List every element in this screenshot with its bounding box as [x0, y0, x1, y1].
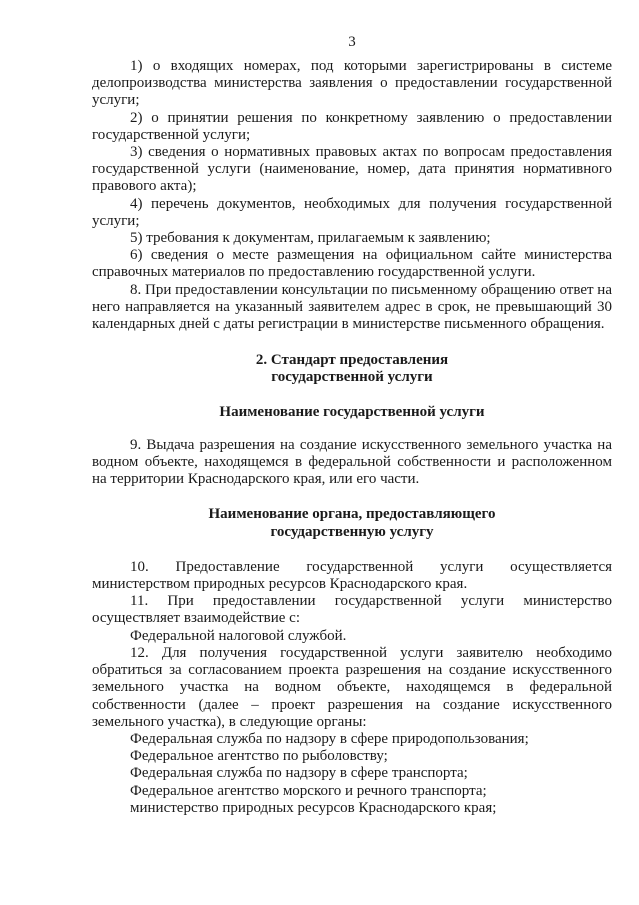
list-item: Федеральное агентство морского и речного транспорта;: [130, 782, 487, 799]
paragraph-9: 9. Выдача разрешения на создание искусственного земельного участка на водном объекте, находящемся в федеральной собственности и расположенном на территории Краснодарского края, или его части.: [92, 436, 612, 488]
section-title-line2: государственной услуги: [271, 369, 433, 386]
paragraph-8: 8. При предоставлении консультации по письменному обращению ответ на него направляется на указанный заявителем адрес в срок, не превышающий 30 календарных дней с даты регистрации в министерстве письменного обращения.: [92, 281, 612, 333]
list-item: 2) о принятии решения по конкретному заявлению о предоставлении государственной услуги;: [92, 109, 612, 143]
agencies-list: [92, 731, 612, 817]
paragraph-11-item: Федеральной налоговой службой.: [130, 627, 347, 644]
subheading-authority-line1: Наименование органа, предоставляющего: [208, 506, 496, 523]
list-item: Федеральная служба по надзору в сфере транспорта;: [130, 765, 468, 782]
list-item: Федеральная служба по надзору в сфере природопользования;: [130, 730, 529, 747]
list-item: Федеральное агентство по рыболовству;: [130, 748, 388, 765]
list-item: 6) сведения о месте размещения на официальном сайте министерства справочных материалов по предоставлению государственной услуги.: [92, 247, 612, 281]
paragraph-11: 11. При предоставлении государственной услуги министерство осуществляет взаимодействие с:: [92, 593, 612, 627]
section-title: [92, 352, 612, 386]
list-item: 5) требования к документам, прилагаемым к заявлению;: [130, 230, 491, 247]
consultation-list: [92, 58, 612, 333]
paragraph-10: 10. Предоставление государственной услуги осуществляется министерством природных ресурсов Краснодарского края.: [92, 558, 612, 593]
list-item: 3) сведения о нормативных правовых актах по вопросам предоставления государственной услуги (наименование, номер, дата принятия нормативного правового акта);: [92, 144, 612, 195]
authority-paragraphs: [92, 559, 612, 731]
subheading-authority: [92, 506, 612, 540]
section-title-line1: 2. Стандарт предоставления: [255, 352, 449, 369]
subheading-service-name: Наименование государственной услуги: [219, 403, 485, 420]
paragraph-12: 12. Для получения государственной услуги заявителю необходимо обратиться за согласованием проекта разрешения на создание искусственного земельного участка на водном объекте, находящемся в федеральной собственности (далее – проект разрешения на создание искусственного земельного участка), в следующие органы:: [92, 644, 612, 730]
page-number: 3: [348, 34, 356, 50]
list-item: министерство природных ресурсов Краснодарского края;: [130, 799, 497, 816]
list-item: 4) перечень документов, необходимых для получения государственной услуги;: [92, 195, 612, 229]
subheading-authority-line2: государственную услугу: [270, 523, 434, 540]
list-item: 1) о входящих номерах, под которыми зарегистрированы в системе делопроизводства министерства заявления о предоставлении государственной услуги;: [92, 58, 612, 109]
